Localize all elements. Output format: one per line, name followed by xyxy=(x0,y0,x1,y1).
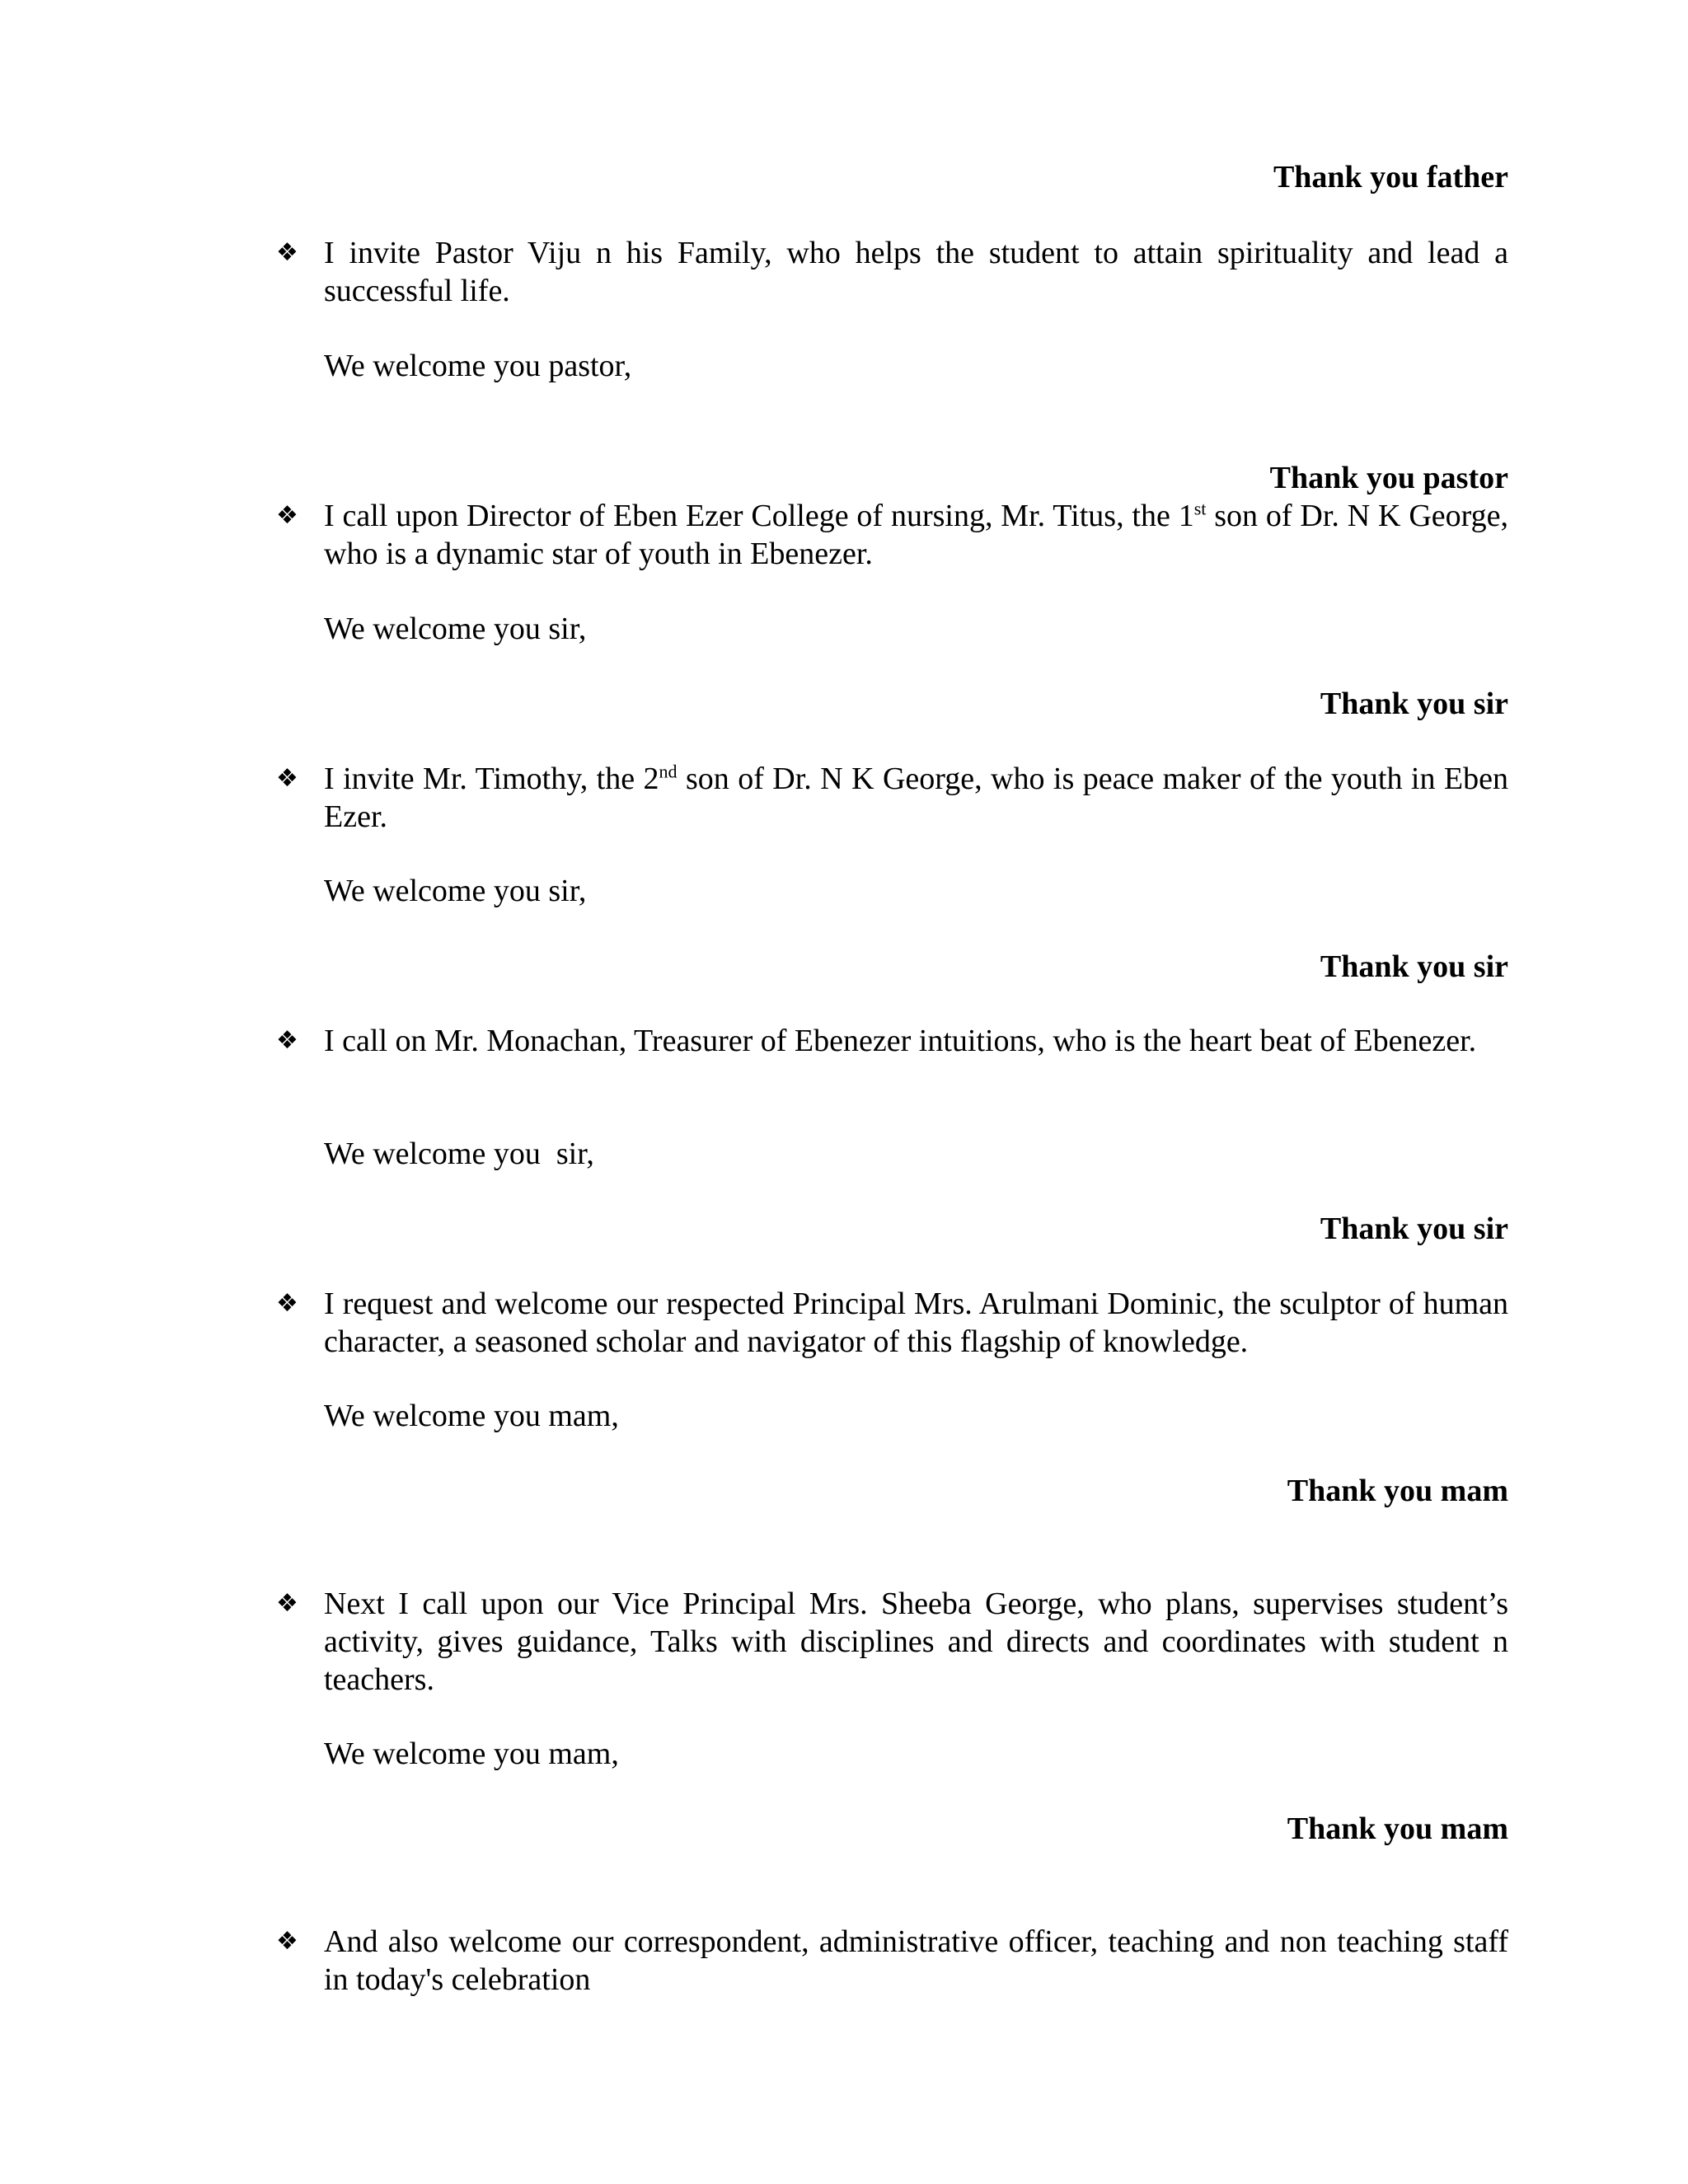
welcome-line: We welcome you pastor, xyxy=(324,349,632,383)
list-item-text: And also welcome our correspondent, administrative officer, teaching and non teaching staff in today's celebration xyxy=(324,1924,1508,1997)
welcome-line: We welcome you mam, xyxy=(324,1399,619,1433)
thank-you-pastor: Thank you pastor xyxy=(1269,461,1508,495)
thank-you-mam: Thank you mam xyxy=(1287,1811,1508,1846)
welcome-line: We welcome you mam, xyxy=(324,1736,619,1771)
thank-you-sir: Thank you sir xyxy=(1320,1212,1508,1246)
diamond-bullet-icon: ❖ xyxy=(276,1026,298,1055)
thank-you-sir: Thank you sir xyxy=(1320,949,1508,984)
text-part: son of Dr. N K George, who is peace maker of the youth in Eben Ezer. xyxy=(324,762,1508,834)
list-item-text: I request and welcome our respected Principal Mrs. Arulmani Dominic, the sculptor of human character, a seasoned scholar and navigator of this flagship of knowledge. xyxy=(324,1286,1508,1359)
diamond-bullet-icon: ❖ xyxy=(276,501,298,530)
diamond-bullet-icon: ❖ xyxy=(276,238,298,267)
thank-you-father: Thank you father xyxy=(1273,160,1508,194)
list-item-text: Next I call upon our Vice Principal Mrs. Sheeba George, who plans, supervises student’s activity, gives guidance, Talks with disciplines and directs and coordinates with student n teachers. xyxy=(324,1586,1508,1697)
diamond-bullet-icon: ❖ xyxy=(276,1927,298,1956)
list-item-text xyxy=(324,760,1508,836)
welcome-line: We welcome you sir, xyxy=(324,612,587,646)
ordinal-suffix: st xyxy=(1193,498,1207,519)
diamond-bullet-icon: ❖ xyxy=(276,1589,298,1618)
welcome-line: We welcome you sir, xyxy=(324,1137,594,1171)
thank-you-sir: Thank you sir xyxy=(1320,687,1508,721)
text-part: son of Dr. N K George, who is a dynamic star of youth in Ebenezer. xyxy=(324,499,1508,571)
text-part: I call upon Director of Eben Ezer College of nursing, Mr. Titus, the 1 xyxy=(324,499,1194,533)
ordinal-suffix: nd xyxy=(659,761,678,782)
welcome-line: We welcome you sir, xyxy=(324,874,587,908)
thank-you-mam: Thank you mam xyxy=(1287,1474,1508,1508)
diamond-bullet-icon: ❖ xyxy=(276,1289,298,1318)
text-part: I invite Mr. Timothy, the 2 xyxy=(324,762,659,796)
list-item-text: I call on Mr. Monachan, Treasurer of Ebenezer intuitions, who is the heart beat of Ebenezer. xyxy=(324,1024,1477,1058)
list-item-text xyxy=(324,497,1508,573)
list-item-text: I invite Pastor Viju n his Family, who helps the student to attain spirituality and lead a successful life. xyxy=(324,236,1508,308)
diamond-bullet-icon: ❖ xyxy=(276,764,298,793)
